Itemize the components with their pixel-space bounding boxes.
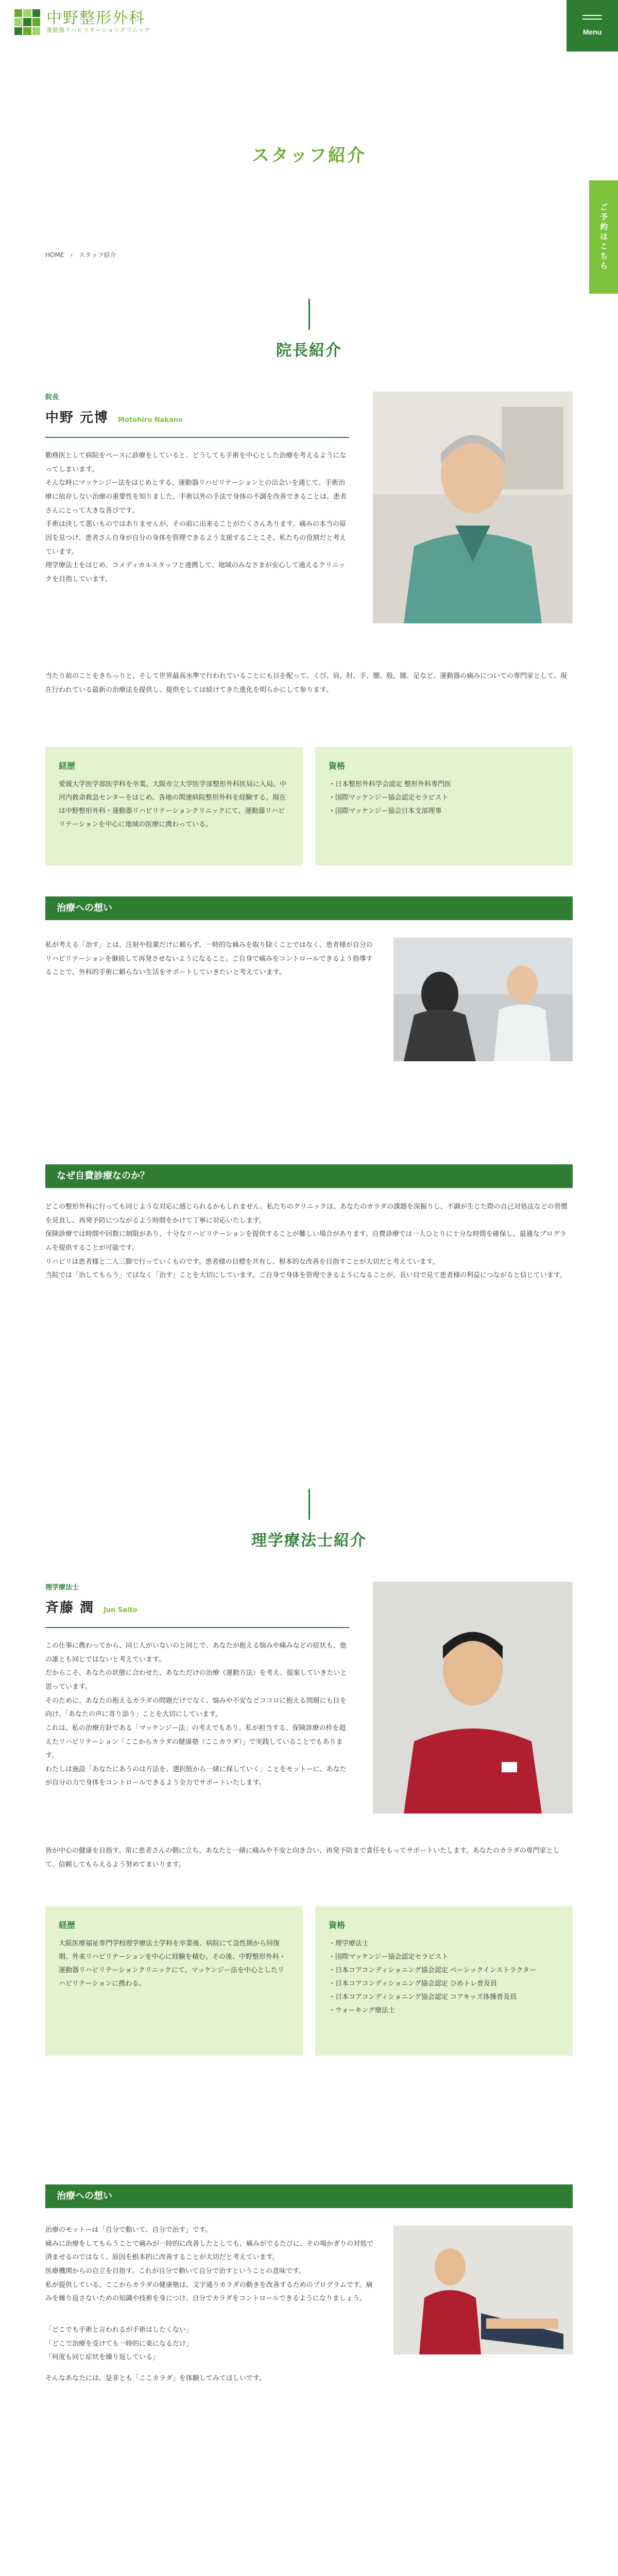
director-thoughts-text: 私が考える「治す」とは、注射や投薬だけに頼らず、一時的な痛みを取り除くことではなく、患者様が自分のリハビリテーションを継続して再発させないようになること。ご自身で痛みをコントロールできるよう指導することで、外科的手術に頼らない生活をサポートしていきたいと考えています。: [45, 941, 373, 977]
pt-heading: 理学療法士紹介: [251, 1532, 367, 1550]
qualification-item: ・ 理学療法士: [329, 1937, 559, 1951]
director-consultation-photo: [393, 938, 573, 1061]
director-section-heading: [0, 299, 618, 365]
staff-paragraph: だからこそ、あなたの状態に合わせた、あなただけの治療（運動方法）を考え、提案していきたいと思っています。: [45, 1669, 347, 1691]
director-photo: [373, 392, 573, 623]
director-career-box: [45, 747, 303, 866]
why-paragraph: 当院では「治してもらう」ではなく「治す」ことを大切にしています。ご自身で身体を管理できるようになることが、長い目で見て患者様の利益につながると信じています。: [45, 1272, 566, 1280]
staff-thoughts-title: 治療への想い: [45, 2184, 573, 2208]
staff-name-en: Jun Saito: [104, 1606, 138, 1614]
qualification-item: ・ ウォーキング療法士: [329, 2004, 559, 2018]
qualification-item: ・ 日本コアコンディショニング協会認定 コアキッズ体操普及員: [329, 1991, 559, 2004]
director-paragraph: 勤務医として病院をベースに診療をしていると、どうしても手術を中心とした治療を考えるようになってしまいます。: [45, 452, 347, 473]
thoughts-paragraph: 私が提供している、ここからカラダの健康塾は、文字通りカラダの動きを改善するためのプログラムです。痛みを繰り返さないための知識や技術を身につけ、自分でカラダをコントロールできるようになりましょう。: [45, 2281, 373, 2303]
why-self-pay-title: なぜ自費診療なのか？: [45, 1164, 573, 1188]
staff-photo-saito-jun: [373, 1582, 573, 1814]
why-paragraph: リハビリは患者様と二人三脚で行っていくものです。患者様の目標を共有し、根本的な改善を目指すことが大切だと考えています。: [45, 1258, 439, 1266]
qualification-list: [329, 778, 559, 818]
breadcrumb-separator: ›: [70, 251, 73, 259]
qualification-title: 資格: [329, 1920, 346, 1930]
quote-closing: そんなあなたには、是非とも「ここカラダ」を体験してみてほしいです。: [45, 2374, 266, 2382]
career-title: 経歴: [59, 761, 76, 771]
staff-name: 斉藤 潤: [45, 1600, 95, 1616]
quote-line: 「何度も同じ症状を繰り返している」: [45, 2353, 160, 2362]
staff-treatment-photo: [393, 2226, 573, 2354]
quote-line: 「どこで治療を受けても一時的に楽になるだけ」: [45, 2340, 193, 2348]
staff-paragraph: わたしは施設「あなたにあうのは方法を、選択肢から一緒に探していく」ことをモットーに、あなたが自分の力で身体をコントロールできるよう全力でサポートいたします。: [45, 1765, 347, 1787]
logo-subtitle: 運動器リハビリテーションクリニック: [46, 27, 151, 34]
director-paragraph: 理学療法士をはじめ、コメディカルスタッフと連携して、地域のみなさまが安心して通えるクリニックを目指しています。: [45, 562, 346, 583]
staff-intro: [45, 1639, 349, 1790]
director-paragraph: そんな時にマッケンジー法をはじめとする、運動器リハビリテーションとの出会いを通じて、手術治療に依存しない治療の重要性を知りました。手術以外の手法で身体の不調を改善できることは、患者さんにとって大きな喜びです。: [45, 479, 347, 515]
career-text: 大阪医療福祉専門学校理学療法士学科を卒業後、病院にて急性期から回復期、外来リハビリテーションを中心に経験を積む。その後、中野整形外科・運動器リハビリテーションクリニックにて、マッケンジー法を中心としたリハビリテーションに携わる。: [59, 1940, 286, 1988]
site-header: [0, 0, 618, 52]
director-intro: [45, 449, 349, 586]
staff-extra-text: 皆が中心の健康を目指す。常に患者さんの側に立ち、あなたと一緒に痛みや不安と向き合い、再発予防まで責任をもってサポートいたします。あなたのカラダの専門家として、信頼してもらえるよう努めてまいります。: [45, 1847, 560, 1869]
director-closing-text: 当たり前のことをきちっりと、そして世界最高水準で行われていることにも目を配って、くび、肩、肘、手、腰、股、膝、足など、運動器の痛みについての専門家として、現在行われている最新の治療法を提供し、提供をしては続けてきた進化を明らかにして参ります。: [45, 672, 567, 694]
page-title: スタッフ紹介: [252, 145, 366, 166]
staff-info-boxes: [45, 1906, 573, 2056]
director-name-row: [45, 405, 349, 438]
quote-line: 「どこでも手術と言われるが手術はしたくない」: [45, 2326, 193, 2334]
hamburger-icon: [582, 12, 602, 22]
why-paragraph: どこの整形外科に行っても同じような対応に感じられるかもしれません。私たちのクリニックは、あなたのカラダの課題を深掘りし、不調が生じた際の自己対処法などの習慣を見直し、再発予防につながるよう時間をかけて丁寧に対応いたします。: [45, 1203, 568, 1225]
qualification-item: ・ 国際マッケンジー協会認定セラピスト: [329, 791, 559, 805]
staff-name-row: [45, 1596, 349, 1628]
thoughts-paragraph: 医療機関からの自立を目指す。これが自分で動いて自分で治すということの意味です。: [45, 2267, 305, 2276]
qualification-list: [329, 1937, 559, 2018]
director-info-boxes: [45, 747, 573, 866]
director-name: 中野 元博: [45, 410, 109, 426]
thoughts-paragraph: 痛みに治療をしてもらうことで痛みが一時的に改善したとしても、痛みがでるたびに、その場かぎりの対処で済ませるのではなく、原因を根本的に改善することが大切だと考えています。: [45, 2240, 374, 2262]
heading-divider-line: [308, 299, 310, 330]
staff-qualification-box: [315, 1906, 573, 2056]
menu-button[interactable]: [566, 0, 618, 52]
staff-career-box: [45, 1906, 303, 2056]
director-qualification-box: [315, 747, 573, 866]
why-paragraph: 保険診療では時間や回数に制限があり、十分なリハビリテーションを提供することが難しい場合があります。自費診療では一人ひとりに十分な時間を確保し、最適なプログラムを提供することが可能です。: [45, 1230, 566, 1252]
staff-paragraph: これは、私の治療方針である「マッケンジー法」の考えでもあり、私が担当する、保険診療の枠を超えたリハビリテーション「ここからカラダの健康塾（ここカラダ）」で実践していることでもあります。: [45, 1724, 346, 1760]
why-self-pay-section: [45, 1164, 573, 1283]
director-heading: 院長紹介: [276, 342, 342, 360]
breadcrumb-current: スタッフ紹介: [79, 251, 116, 259]
qualification-item: ・ 日本整形外科学会認定 整形外科専門医: [329, 778, 559, 791]
qualification-item: ・ 国際マッケンジー協会認定セラピスト: [329, 1951, 559, 1964]
qualification-item: ・ 日本コアコンディショニング協会認定 ベーシックインストラクター: [329, 1964, 559, 1977]
logo-name: 中野整形外科: [46, 9, 145, 28]
qualification-title: 資格: [329, 761, 346, 771]
site-logo[interactable]: [14, 9, 150, 35]
qualification-item: ・ 日本コアコンディショニング協会認定 ひめトレ普及員: [329, 1977, 559, 1991]
pt-section-heading: [0, 1489, 618, 1555]
director-role: 院長: [45, 394, 59, 401]
heading-divider-line: [308, 1489, 310, 1520]
staff-paragraph: この仕事に携わってから、同じ人がいないのと同じで、あなたが抱える悩みや痛みなどの症状も、他の誰とも同じではないと考えています。: [45, 1642, 347, 1664]
staff-paragraph: そのために、あなたの抱えるカラダの問題だけでなく、悩みや不安などココロに抱える問題にも目を向け、「あなたの声に寄り添う」ことを大切にしています。: [45, 1697, 347, 1719]
director-paragraph: 手術は決して悪いものではありませんが、その前に出来ることがたくさんあります。痛みの本当の原因を見つけ、患者さん自身が自分の身体を管理できるよう支援することこそ、私たちの役割だと考えています。: [45, 520, 347, 556]
director-name-en: Motohiro Nakano: [118, 416, 183, 424]
career-text: 愛媛大学医学部医学科を卒業。大阪市立大学医学部整形外科医局に入局。中河内救命救急センターをはじめ、各地の関連病院整形外科を経験する。現在は中野整形外科・運動器リハビリテーションクリニックにて、運動器リハビリテーションを中心に地域の医療に携わっている。: [59, 781, 287, 829]
staff-thoughts-body: [45, 2224, 375, 2306]
staff-role: 理学療法士: [45, 1584, 79, 1591]
breadcrumb-home-link[interactable]: HOME: [45, 251, 64, 259]
reservation-side-tab[interactable]: [589, 180, 618, 294]
menu-label: Menu: [582, 28, 602, 37]
director-thoughts-title: 治療への想い: [45, 896, 573, 920]
breadcrumb: [45, 249, 116, 261]
reservation-tab-label: ご予約はこちら: [599, 202, 609, 272]
qualification-item: ・ 国際マッケンジー協会日本支部理事: [329, 805, 559, 818]
thoughts-paragraph: 治療のモットーは「自分で動いて、自分で治す」です。: [45, 2226, 212, 2234]
logo-mark-icon: [14, 9, 40, 35]
career-title: 経歴: [59, 1920, 76, 1930]
